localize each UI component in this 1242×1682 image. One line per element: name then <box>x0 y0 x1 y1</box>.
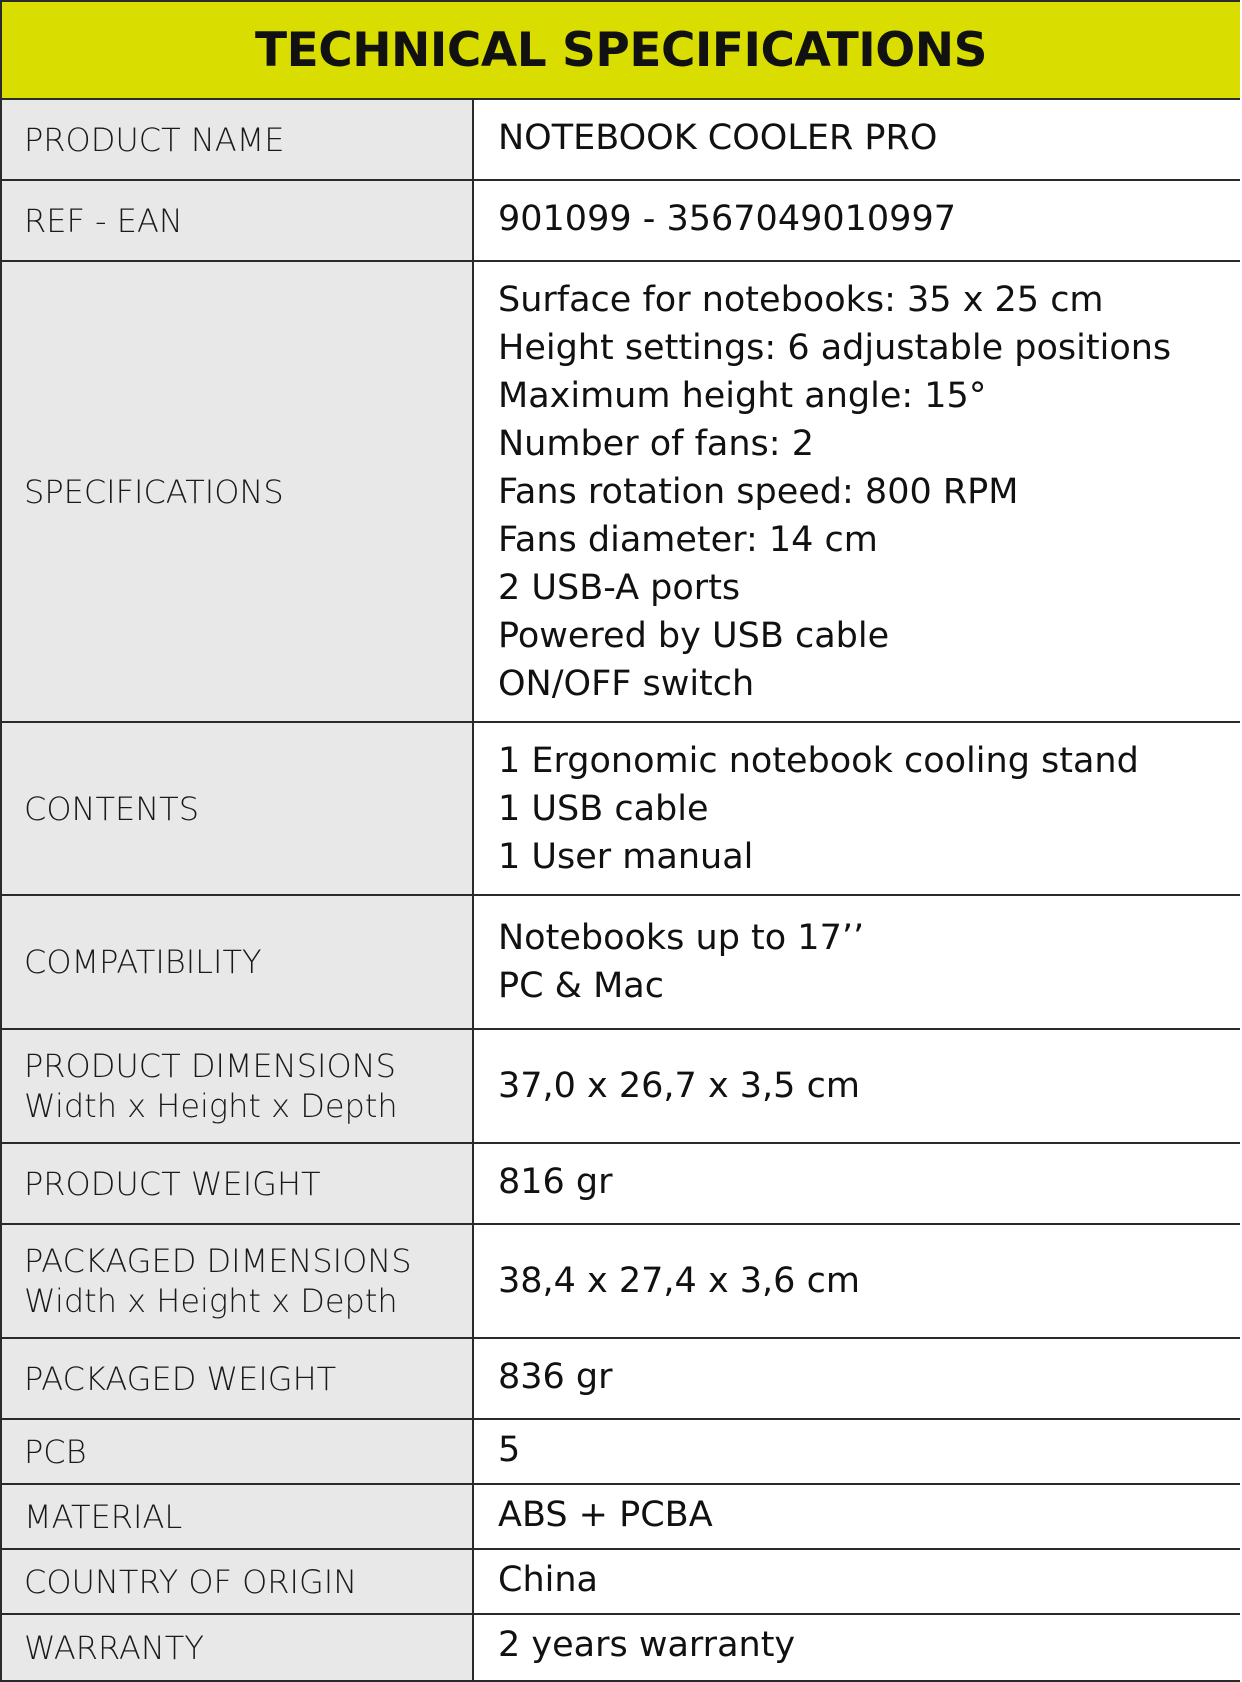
spec-line: Fans rotation speed: 800 RPM <box>498 471 1019 512</box>
row-label <box>2 1030 474 1142</box>
label-text: PRODUCT WEIGHT <box>24 1164 321 1203</box>
contents-line: 1 User manual <box>498 836 754 877</box>
row-material <box>2 1485 1240 1550</box>
row-country-of-origin <box>2 1550 1240 1615</box>
spec-line: Fans diameter: 14 cm <box>498 519 878 560</box>
row-value <box>474 1420 1240 1483</box>
row-label <box>2 1339 474 1418</box>
row-value <box>474 262 1240 721</box>
value-text: 836 gr <box>498 1357 613 1397</box>
row-label <box>2 1144 474 1223</box>
row-pcb <box>2 1420 1240 1485</box>
value-text: 816 gr <box>498 1162 613 1202</box>
row-label <box>2 1550 474 1613</box>
row-packaged-dimensions <box>2 1225 1240 1339</box>
row-value <box>474 1339 1240 1418</box>
spec-line: Height settings: 6 adjustable positions <box>498 327 1172 368</box>
label-subtext: Width x Height x Depth <box>24 1282 398 1320</box>
spec-line: Powered by USB cable <box>498 615 890 656</box>
row-label <box>2 1615 474 1680</box>
spec-line: 2 USB-A ports <box>498 567 741 608</box>
row-contents <box>2 723 1240 896</box>
row-packaged-weight <box>2 1339 1240 1420</box>
row-product-weight <box>2 1144 1240 1225</box>
value-text: ABS + PCBA <box>498 1495 713 1535</box>
value-text: 5 <box>498 1430 521 1470</box>
row-label <box>2 723 474 894</box>
row-product-dimensions <box>2 1030 1240 1144</box>
row-value <box>474 1615 1240 1680</box>
row-value <box>474 181 1240 260</box>
spec-line: Number of fans: 2 <box>498 423 814 464</box>
compatibility-line: PC & Mac <box>498 966 664 1006</box>
row-label <box>2 181 474 260</box>
row-label <box>2 1225 474 1337</box>
label-text: PRODUCT DIMENSIONS <box>24 1047 396 1085</box>
label-text: PRODUCT NAME <box>24 120 285 159</box>
contents-line: 1 Ergonomic notebook cooling stand <box>498 740 1139 781</box>
row-label <box>2 1420 474 1483</box>
spec-line: Surface for notebooks: 35 x 25 cm <box>498 279 1104 320</box>
compatibility-line: Notebooks up to 17’’ <box>498 918 865 958</box>
label-text: PACKAGED WEIGHT <box>24 1359 337 1398</box>
label-text: SPECIFICATIONS <box>24 472 284 511</box>
row-value <box>474 1550 1240 1613</box>
value-text: NOTEBOOK COOLER PRO <box>498 118 938 158</box>
contents-line: 1 USB cable <box>498 788 709 829</box>
row-value <box>474 1485 1240 1548</box>
label-text: COUNTRY OF ORIGIN <box>24 1562 358 1601</box>
label-text: CONTENTS <box>24 789 200 828</box>
value-text: 901099 - 3567049010997 <box>498 199 956 239</box>
row-label <box>2 1485 474 1548</box>
value-text: 2 years warranty <box>498 1625 796 1665</box>
row-value <box>474 1225 1240 1337</box>
label-text: WARRANTY <box>24 1628 204 1667</box>
header-bar <box>2 2 1240 100</box>
label-text: MATERIAL <box>24 1497 183 1536</box>
row-label <box>2 896 474 1028</box>
row-value <box>474 1144 1240 1223</box>
row-value <box>474 100 1240 179</box>
row-value <box>474 896 1240 1028</box>
row-product-name <box>2 100 1240 181</box>
spec-line: Maximum height angle: 15° <box>498 375 987 416</box>
value-text: 38,4 x 27,4 x 3,6 cm <box>498 1261 860 1301</box>
value-text: 37,0 x 26,7 x 3,5 cm <box>498 1066 860 1106</box>
value-text: China <box>498 1560 598 1600</box>
label-subtext: Width x Height x Depth <box>24 1087 398 1125</box>
row-value <box>474 1030 1240 1142</box>
row-label <box>2 100 474 179</box>
spec-line: ON/OFF switch <box>498 663 755 704</box>
label-text: REF - EAN <box>24 201 183 240</box>
page-title: TECHNICAL SPECIFICATIONS <box>255 22 987 78</box>
row-ref-ean <box>2 181 1240 262</box>
row-label <box>2 262 474 721</box>
label-text: PCB <box>24 1432 87 1471</box>
label-text: PACKAGED DIMENSIONS <box>24 1242 412 1280</box>
row-specifications <box>2 262 1240 723</box>
row-compatibility <box>2 896 1240 1030</box>
label-text: COMPATIBILITY <box>24 943 262 981</box>
row-warranty <box>2 1615 1240 1680</box>
row-value <box>474 723 1240 894</box>
